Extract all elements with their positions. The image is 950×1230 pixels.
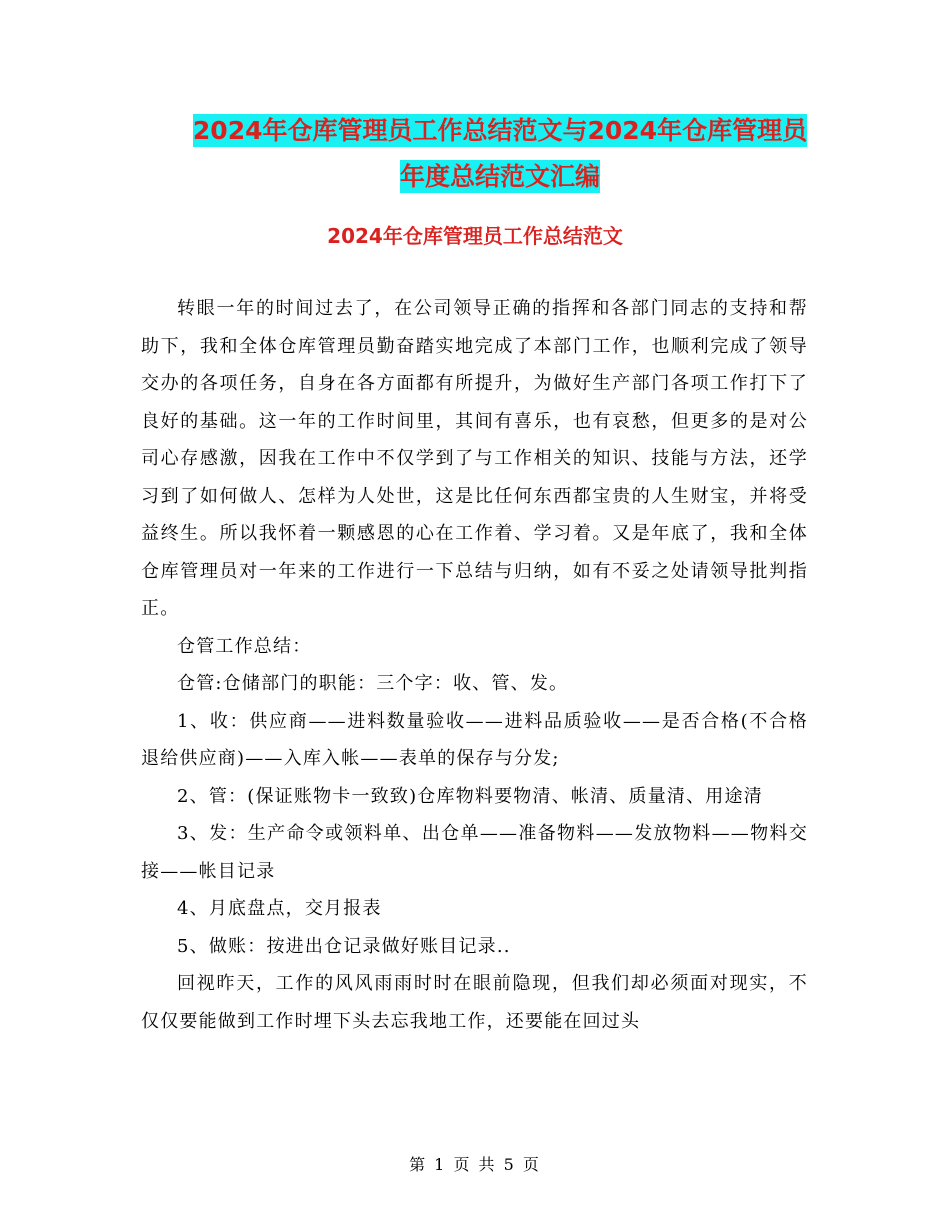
paragraph-review: 回视昨天，工作的风风雨雨时时在眼前隐现，但我们却必须面对现实，不仅仅要能做到工作时埋下头去忘我地工作，还要能在回过头 [141, 973, 808, 1032]
paragraph-functions: 仓管:仓储部门的职能：三个字：收、管、发。 [177, 673, 569, 694]
paragraph-intro: 转眼一年的时间过去了，在公司领导正确的指挥和各部门同志的支持和帮助下，我和全体仓库管理员勤奋踏实地完成了本部门工作，也顺利完成了领导交办的各项任务，自身在各方面都有所提升，为做好生产部门各项工作打下了良好的基础。这一年的工作时间里，其间有喜乐，也有哀愁，但更多的是对公司心存感激，因我在工作中不仅学到了与工作相关的知识、技能与方法，还学习到了如何做人、怎样为人处世，这是比任何东西都宝贵的人生财宝，并将受益终生。所以我怀着一颗感恩的心在工作着、学习着。又是年底了，我和全体仓库管理员对一年来的工作进行一下总结与归纳，如有不妥之处请领导批判指正。 [141, 298, 808, 619]
paragraph-item-manage: 2、管：(保证账物卡一致致)仓库物料要物清、帐清、质量清、用途清 [177, 785, 763, 807]
paragraph-item-accounting: 5、做账：按进出仓记录做好账目记录.. [177, 935, 511, 957]
section-title: 2024年仓库管理员工作总结范文 [327, 224, 623, 248]
page-footer: 第 1 页 共 5 页 [409, 1155, 541, 1174]
paragraph-summary-heading: 仓管工作总结： [177, 635, 312, 657]
document-title [140, 108, 860, 200]
document-body [141, 290, 808, 1040]
document-title-line-1: 2024年仓库管理员工作总结范文与2024年仓库管理员 [192, 116, 808, 145]
document-title-line-2: 年度总结范文汇编 [399, 162, 600, 191]
paragraph-item-inventory: 4、月底盘点，交月报表 [177, 898, 382, 919]
paragraph-item-receive: 1、收：供应商——进料数量验收——进料品质验收——是否合格(不合格退给供应商)——入库入帐——表单的保存与分发; [141, 710, 808, 769]
paragraph-item-dispatch: 3、发：生产命令或领料单、出仓单——准备物料——发放物料——物料交接——帐目记录 [141, 823, 808, 882]
